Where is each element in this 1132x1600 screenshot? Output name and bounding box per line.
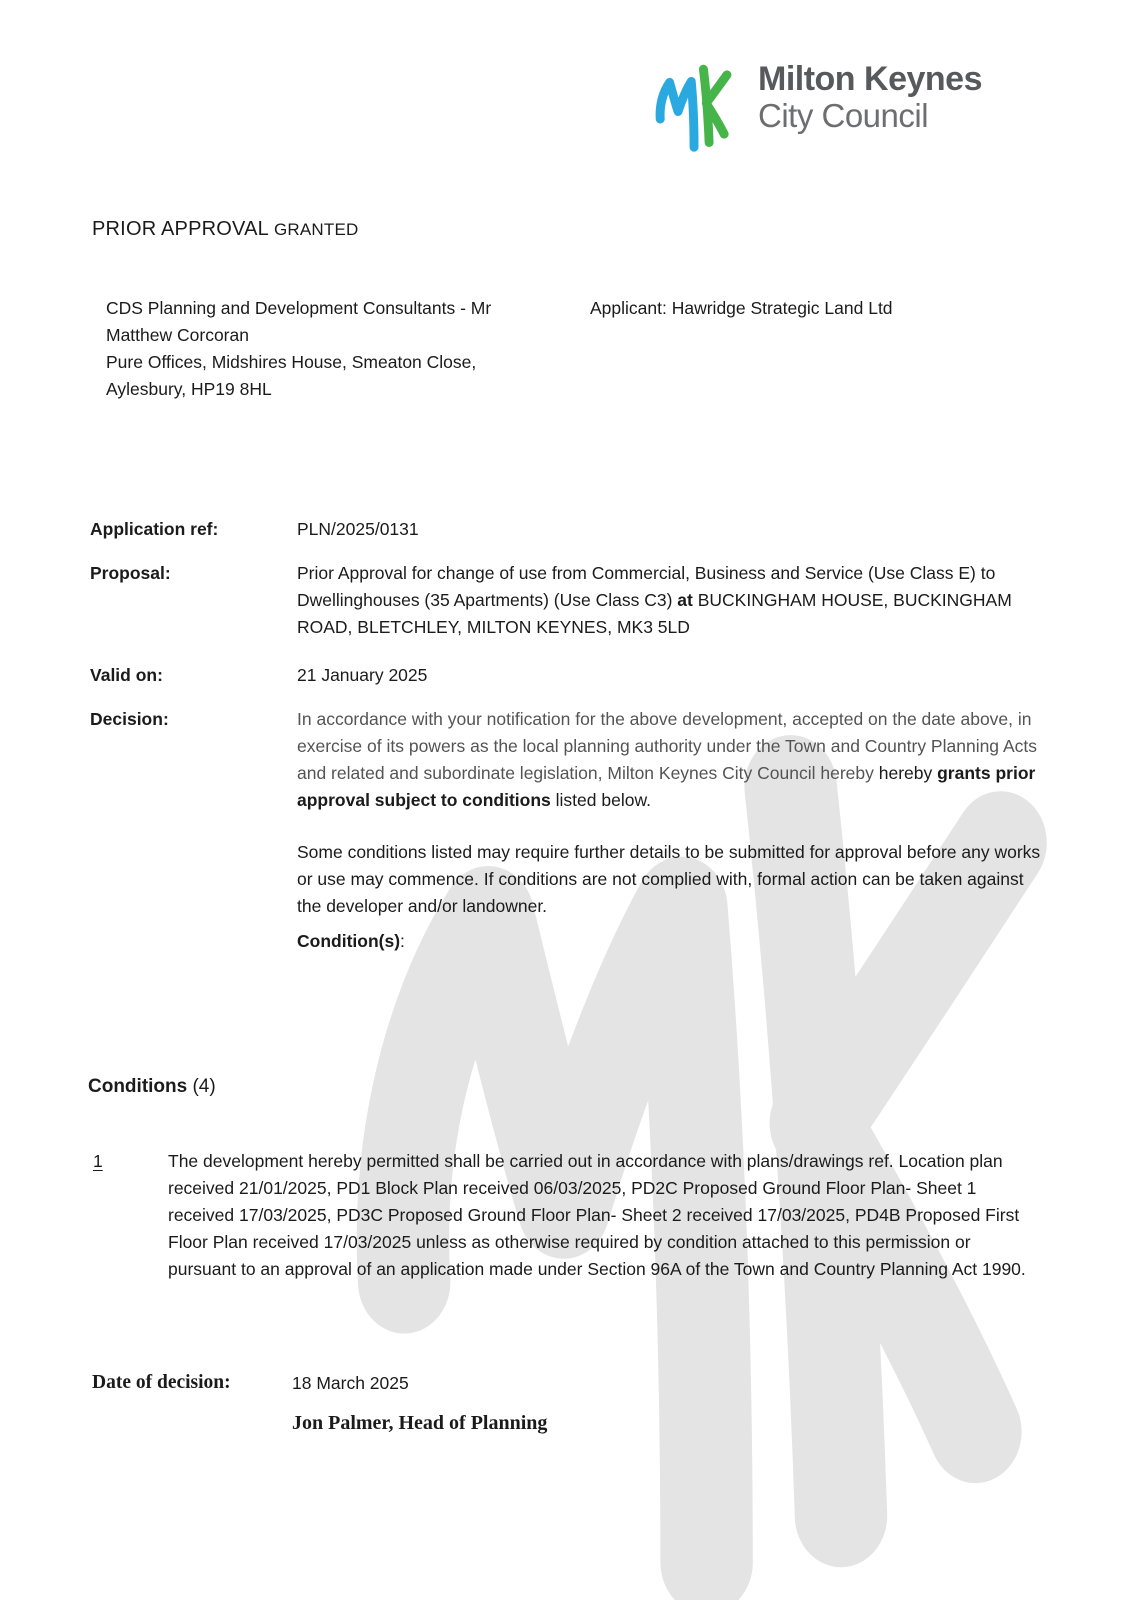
signature-line: Jon Palmer, Head of Planning <box>292 1412 548 1434</box>
proposal-text-after: BUCKINGHAM HOUSE, BUCKINGHAM ROAD, BLETCHLEY, MILTON KEYNES, MK3 5LD <box>297 590 1012 637</box>
condition-number: 1 <box>93 1151 103 1171</box>
condition-text: The development hereby permitted shall be carried out in accordance with plans/drawings ref. Location plan received 21/01/2025, PD1 Block Plan received 06/03/2025, PD2C Proposed Ground Floor Plan- Sheet 1 received 17/03/2025, PD3C Proposed Ground Floor Plan- Sheet 2 received 17/03/2025, PD4B Proposed First Floor Plan received 17/03/2025 unless as otherwise required by condition attached to this permission or pursuant to an approval of an application made under Section 96A of the Town and Country Planning Act 1990. <box>168 1151 1026 1279</box>
condition-item-1 <box>93 1148 1043 1283</box>
conditions-heading-count: (4) <box>187 1076 216 1097</box>
proposal-value <box>297 560 1042 641</box>
proposal-bold: at <box>677 590 693 610</box>
council-logo <box>648 54 982 154</box>
proposal-text: Prior Approval for change of use from Commercial, Business and Service (Use Class E) to Dwellinghouses (35 Apartments) (Use Class C3) <box>297 563 996 610</box>
conditions-heading-word: Conditions <box>88 1076 188 1097</box>
decision-tail: listed below. <box>550 790 651 810</box>
proposal-label: Proposal: <box>90 563 171 583</box>
document-heading <box>92 218 359 241</box>
field-application-ref <box>90 516 1042 543</box>
council-name: Milton Keynes <box>758 60 982 98</box>
date-of-decision-value: 18 March 2025 <box>292 1373 409 1393</box>
heading-primary: PRIOR APPROVAL <box>92 218 269 240</box>
recipient-line: Matthew Corcoran <box>106 325 249 345</box>
conditions-inline-label-bold: Condition(s) <box>297 931 401 951</box>
valid-on-label: Valid on: <box>90 665 163 685</box>
decision-gray-text: In accordance with your notification for the above development, accepted on the date above, in exercise of its powers as the local planning authority under the Town and Country Planning Acts and related and subordinate legislation, Milton Keynes City Council hereby <box>297 709 1037 783</box>
conditions-heading <box>88 1076 216 1098</box>
decision-value <box>297 706 1042 814</box>
recipient-line: CDS Planning and Development Consultants - Mr <box>106 298 492 318</box>
field-valid-on <box>90 662 1042 689</box>
decision-bold: grants prior approval subject to conditions <box>297 763 1036 810</box>
mk-monogram-icon <box>648 54 742 154</box>
decision-plain: hereby <box>878 763 938 783</box>
heading-secondary: GRANTED <box>273 220 359 239</box>
date-of-decision-label: Date of decision: <box>92 1372 231 1393</box>
date-of-decision-row <box>92 1372 409 1394</box>
application-ref-label: Application ref: <box>90 519 219 539</box>
applicant-line: Applicant: Hawridge Strategic Land Ltd <box>590 298 893 318</box>
address-row <box>106 295 1066 403</box>
conditions-note-paragraph: Some conditions listed may require further details to be submitted for approval before any works or use may commence. If conditions are not complied with, formal action can be taken against the developer and/or landowner. <box>297 842 1041 916</box>
conditions-inline-label <box>297 931 405 952</box>
field-proposal <box>90 560 1042 641</box>
recipient-line: Pure Offices, Midshires House, Smeaton Close, <box>106 352 477 372</box>
recipient-line: Aylesbury, HP19 8HL <box>106 379 272 399</box>
council-subtitle: City Council <box>758 97 929 134</box>
decision-label: Decision: <box>90 709 169 729</box>
valid-on-value: 21 January 2025 <box>297 665 428 685</box>
application-ref-value: PLN/2025/0131 <box>297 519 419 539</box>
conditions-inline-colon: : <box>400 931 405 951</box>
council-logo-text <box>758 54 982 134</box>
recipient-address <box>106 295 590 403</box>
field-decision <box>90 706 1042 814</box>
